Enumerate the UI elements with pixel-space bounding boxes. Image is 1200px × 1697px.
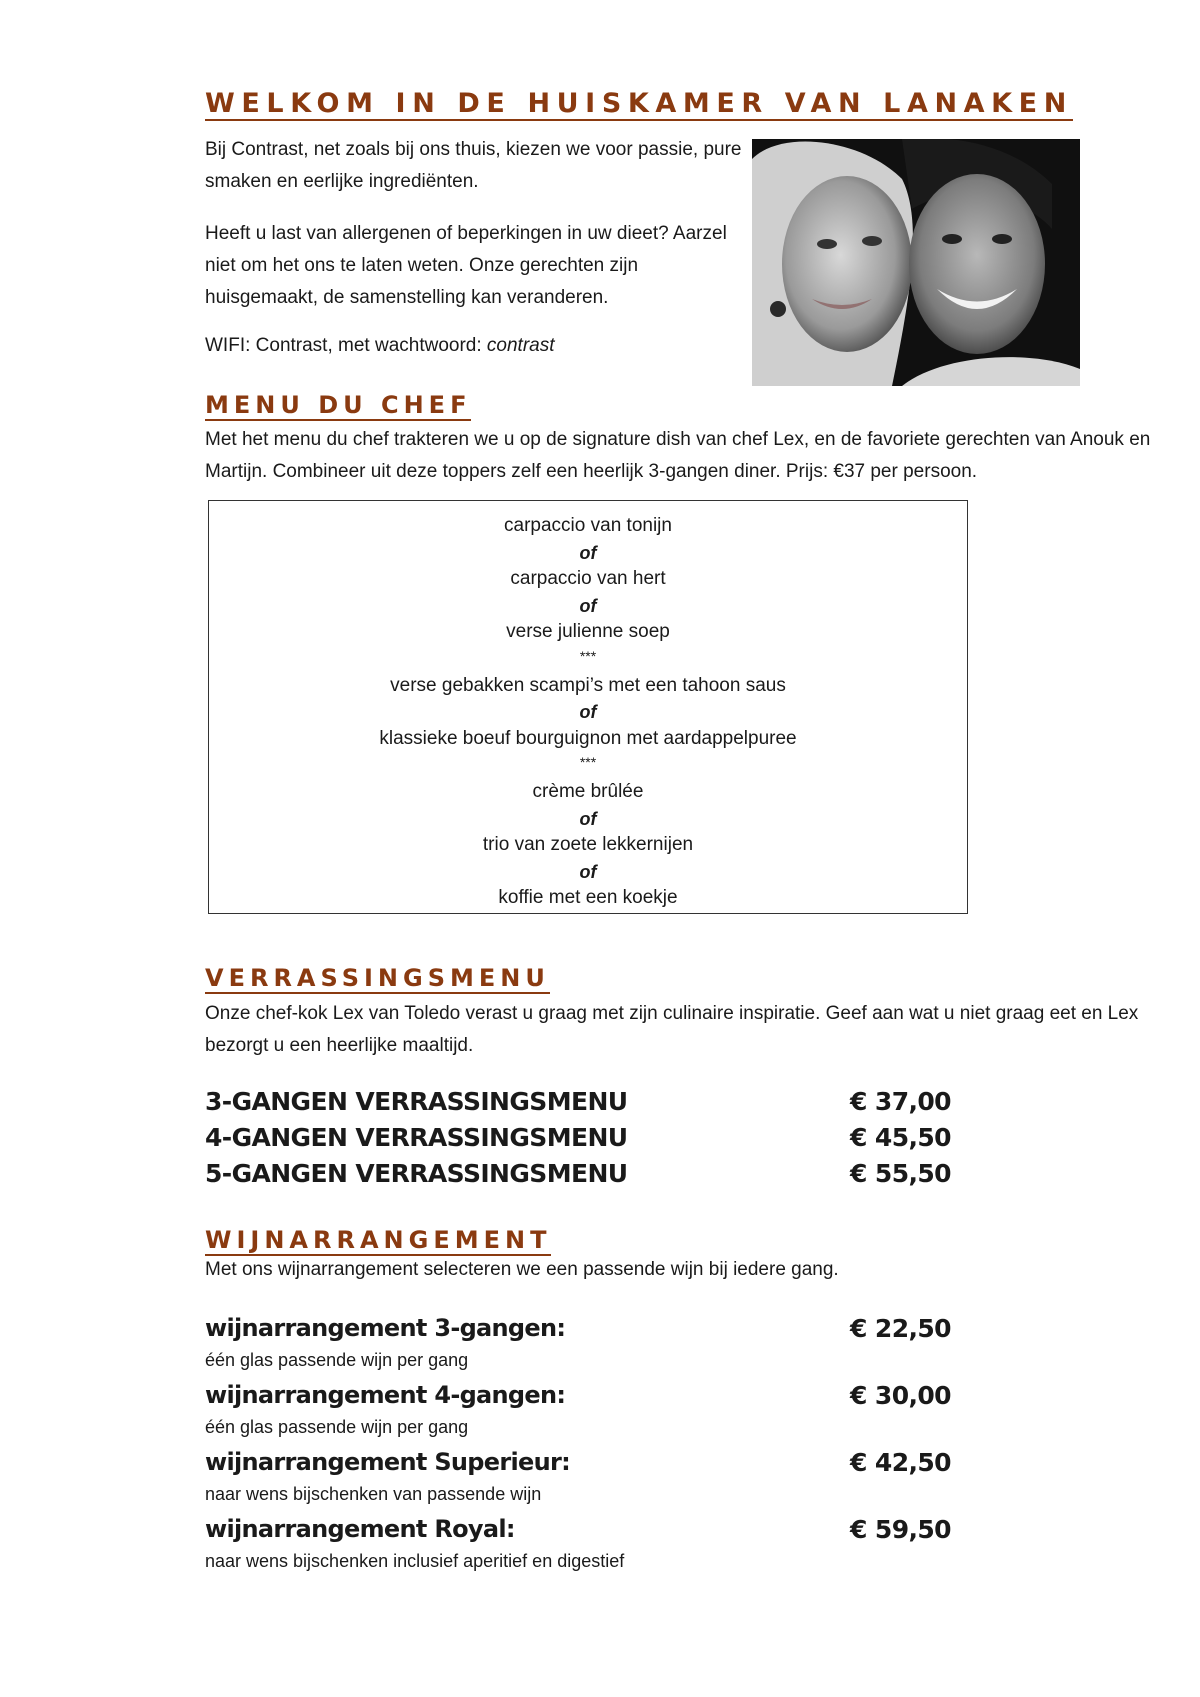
wine-option-description: naar wens bijschenken inclusief aperitief en digestief [205,1551,625,1571]
menu-or-separator: of [579,702,597,723]
wine-option-description: naar wens bijschenken van passende wijn [205,1484,542,1504]
owners-photo [752,139,1080,386]
owners-photo-illustration [752,139,1080,386]
menu-du-chef-description: Met het menu du chef trakteren we u op de signature dish van chef Lex, en de favoriete gerechten van Anouk en Martijn. Combineer uit deze toppers zelf een heerlijk 3-gangen diner. Prijs: €37 per persoon. [205,429,1151,482]
option-label: 3-GANGEN VERRASSINGSMENU [205,1087,628,1116]
menu-or-separator: of [579,808,597,829]
wine-option-description: één glas passende wijn per gang [205,1350,469,1370]
wifi-info [205,330,745,362]
option-price: € 37,00 [850,1087,951,1116]
menu-or-separator: of [579,595,597,616]
menu-item: trio van zoete lekkernijen [482,834,694,856]
menu-du-chef-heading: MENU DU CHEF [205,393,471,421]
wine-option-label: wijnarrangement Superieur: [205,1448,571,1476]
wine-option-label: wijnarrangement 4-gangen: [205,1381,566,1409]
wifi-password: contrast [486,335,555,356]
menu-item: klassieke boeuf bourguignon met aardappelpuree [379,727,797,749]
menu-or-separator: of [579,542,597,563]
menu-item: verse julienne soep [506,621,670,643]
course-separator: *** [579,647,597,664]
menu-item: koffie met een koekje [498,887,678,909]
wine-option-label: wijnarrangement 3-gangen: [205,1314,566,1342]
wine-option-price: € 42,50 [850,1448,951,1477]
menu-item: carpaccio van tonijn [504,515,672,536]
wine-option-price: € 59,50 [850,1515,951,1544]
option-price: € 45,50 [850,1123,951,1152]
verrassingsmenu-option [205,1120,951,1156]
wine-option-description: één glas passende wijn per gang [205,1417,469,1437]
course-separator: *** [579,754,597,771]
menu-item: verse gebakken scampi’s met een tahoon saus [390,674,786,696]
menu-du-chef-box [208,500,968,914]
menu-du-chef-list [209,513,967,912]
option-label: 4-GANGEN VERRASSINGSMENU [205,1123,628,1152]
menu-item: carpaccio van hert [510,568,666,590]
allergen-note: Heeft u last van allergenen of beperkingen in uw dieet? Aarzel niet om het ons te laten weten. Onze gerechten zijn huisgemaakt, de samenstelling kan veranderen. [205,223,727,308]
verrassingsmenu-option [205,1156,951,1192]
wijnarrangement-heading: WIJNARRANGEMENT [205,1228,551,1256]
welcome-intro: Bij Contrast, net zoals bij ons thuis, kiezen we voor passie, pure smaken en eerlijke ingrediënten. [205,139,742,192]
wine-option-label: wijnarrangement Royal: [205,1515,515,1543]
option-price: € 55,50 [850,1159,951,1188]
verrassingsmenu-heading: VERRASSINGSMENU [205,966,550,994]
verrassingsmenu-option [205,1084,951,1120]
wine-option-price: € 22,50 [850,1314,951,1343]
option-label: 5-GANGEN VERRASSINGSMENU [205,1159,628,1188]
menu-or-separator: of [579,861,597,882]
wifi-label: WIFI: Contrast, met wachtwoord: [205,335,487,356]
wijnarrangement-description: Met ons wijnarrangement selecteren we een passende wijn bij iedere gang. [205,1259,839,1280]
welcome-heading: WELKOM IN DE HUISKAMER VAN LANAKEN [205,90,1073,121]
verrassingsmenu-description: Onze chef-kok Lex van Toledo verast u graag met zijn culinaire inspiratie. Geef aan wat u niet graag eet en Lex bezorgt u een heerlijke maaltijd. [205,1003,1139,1056]
menu-item: crème brûlée [532,780,644,802]
wine-option-price: € 30,00 [850,1381,951,1410]
